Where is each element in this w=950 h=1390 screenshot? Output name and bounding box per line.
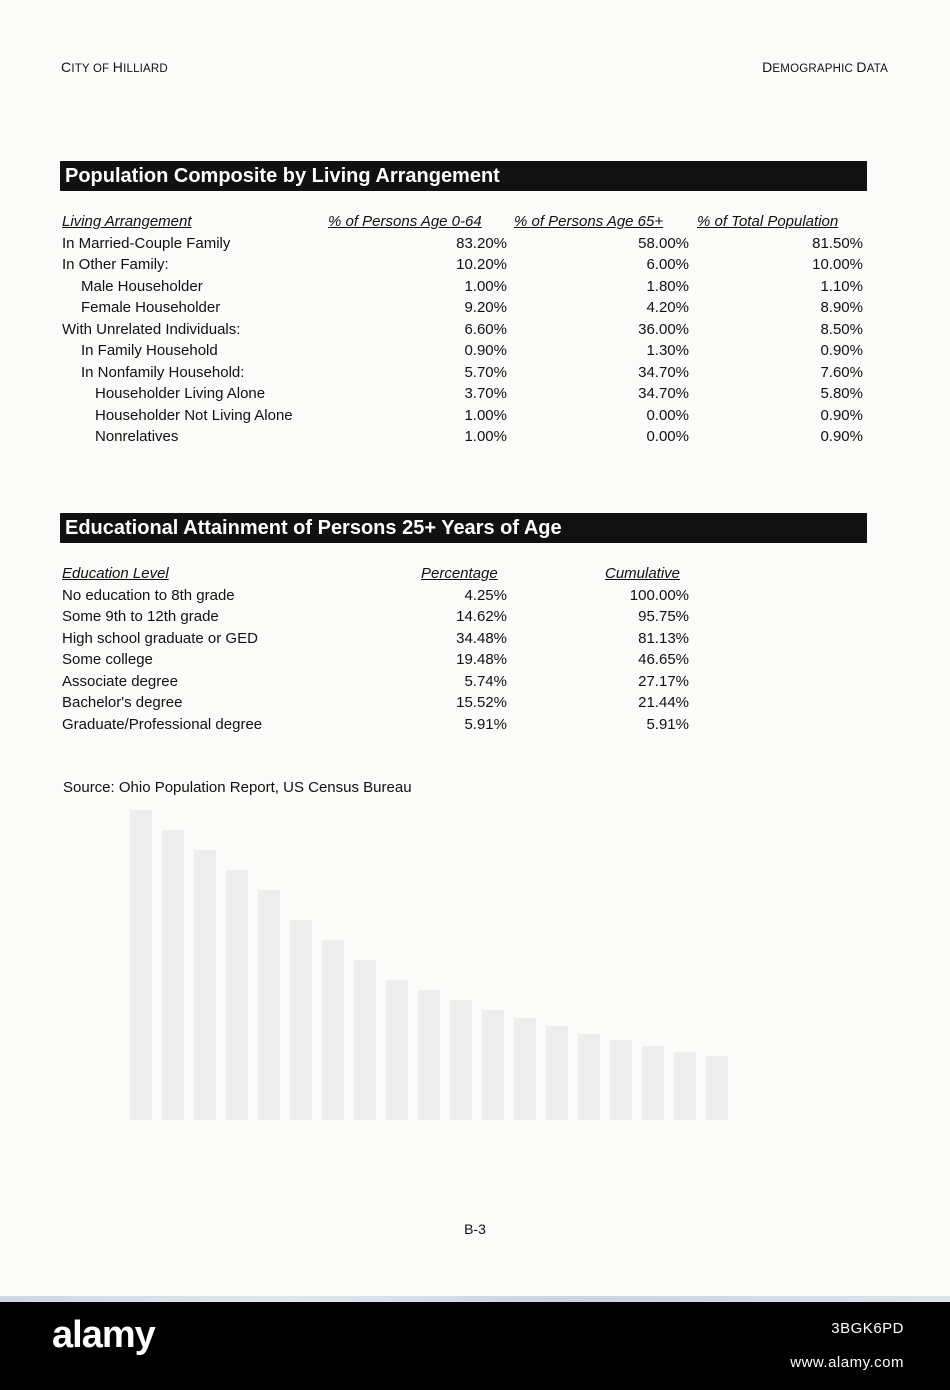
table-row [62,628,692,650]
column-header-age-0-64: % of Persons Age 0-64 [328,213,482,230]
value-percentage: 5.74% [464,672,507,690]
value-percentage: 34.48% [456,629,507,647]
header-city-rest-2: ILLIARD [123,63,168,75]
row-label: Householder Living Alone [95,385,266,402]
value-age-65-plus: 0.00% [646,406,689,424]
row-label: Associate degree [62,672,178,690]
image-id: 3BGK6PD [831,1320,904,1337]
column-header-age-65-plus: % of Persons Age 65+ [514,213,664,230]
value-age-65-plus: 34.70% [638,363,689,381]
value-age-65-plus: 6.00% [646,256,689,273]
value-age-0-64: 1.00% [464,406,507,424]
column-header-cumulative: Cumulative [605,565,681,582]
value-age-65-plus: 34.70% [638,385,689,402]
bleed-through-chart [120,790,760,1120]
value-age-0-64: 9.20% [464,299,507,316]
value-cumulative: 21.44% [638,694,689,711]
value-total: 5.80% [820,385,863,402]
value-total: 7.60% [820,363,863,381]
value-percentage: 14.62% [456,608,507,625]
table-row [62,714,692,736]
header-section-initial-1: D [762,59,773,75]
row-label: In Family Household [81,342,218,359]
value-age-0-64: 5.70% [464,363,507,381]
stock-watermark-bar [0,1302,950,1390]
watermark-url: www.alamy.com [790,1354,904,1371]
value-total: 0.90% [820,342,863,359]
row-label: With Unrelated Individuals: [62,320,241,338]
table-row [62,362,867,384]
value-age-65-plus: 1.80% [646,277,689,295]
value-age-65-plus: 4.20% [646,299,689,316]
value-cumulative: 27.17% [638,672,689,690]
education-table [62,563,692,735]
column-header-percentage: Percentage [421,565,498,582]
value-total: 0.90% [820,406,863,424]
value-percentage: 5.91% [464,715,507,733]
row-label: High school graduate or GED [62,629,258,647]
row-label: In Nonfamily Household: [81,363,245,381]
value-percentage: 15.52% [456,694,507,711]
row-label: In Married-Couple Family [62,234,231,252]
value-age-0-64: 83.20% [456,234,507,252]
table-row [62,606,692,628]
row-label: No education to 8th grade [62,586,235,604]
table-row [62,276,867,298]
value-age-0-64: 1.00% [464,428,507,445]
table-row [62,340,867,362]
value-age-65-plus: 58.00% [638,234,689,252]
table-header-row [62,563,692,585]
row-label: Female Householder [81,299,221,316]
alamy-logo: alamy [52,1314,155,1356]
table-row [62,649,692,671]
header-section-rest-1: EMOGRAPHIC [772,63,857,75]
column-header-education-level: Education Level [62,565,169,582]
value-percentage: 4.25% [464,586,507,604]
table-row [62,383,867,405]
table-row [62,692,692,714]
header-city [61,59,168,75]
header-section [762,59,888,75]
value-age-65-plus: 36.00% [638,320,689,338]
value-total: 1.10% [820,277,863,295]
page-number: B-3 [464,1221,486,1237]
value-total: 0.90% [820,428,863,445]
header-city-initial-2: H [112,59,124,75]
table-row [62,297,867,319]
value-total: 8.90% [820,299,863,316]
row-label: Some college [62,651,153,668]
table-row [62,405,867,427]
value-age-0-64: 6.60% [464,320,507,338]
table-row [62,426,867,448]
education-title: Educational Attainment of Persons 25+ Years of Age [60,513,867,543]
table-row [62,254,867,276]
header-city-initial-1: C [61,59,72,75]
header-section-rest-2: ATA [866,63,888,75]
living-arrangement-title: Population Composite by Living Arrangement [60,161,867,191]
living-arrangement-table [62,211,867,448]
value-cumulative: 95.75% [638,608,689,625]
source-note: Source: Ohio Population Report, US Census Bureau [63,779,412,796]
value-cumulative: 81.13% [638,629,689,647]
value-age-0-64: 1.00% [464,277,507,295]
value-percentage: 19.48% [456,651,507,668]
value-cumulative: 46.65% [638,651,689,668]
row-label: Bachelor's degree [62,694,183,711]
row-label: In Other Family: [62,256,169,273]
value-age-0-64: 3.70% [464,385,507,402]
header-section-initial-2: D [856,59,867,75]
table-row [62,233,867,255]
table-row [62,585,692,607]
table-row [62,319,867,341]
value-total: 10.00% [812,256,863,273]
value-age-0-64: 0.90% [464,342,507,359]
value-cumulative: 100.00% [629,586,689,604]
value-total: 8.50% [820,320,863,338]
row-label: Graduate/Professional degree [62,715,263,733]
row-label: Some 9th to 12th grade [62,608,219,625]
value-age-65-plus: 1.30% [646,342,689,359]
row-label: Nonrelatives [95,428,179,445]
column-header-living-arrangement: Living Arrangement [62,213,192,230]
value-age-0-64: 10.20% [456,256,507,273]
value-age-65-plus: 0.00% [646,428,689,445]
table-row [62,671,692,693]
row-label: Householder Not Living Alone [95,406,293,424]
value-total: 81.50% [812,234,863,252]
header-city-rest-1: ITY OF [71,63,113,75]
table-header-row [62,211,867,233]
value-cumulative: 5.91% [646,715,689,733]
column-header-total: % of Total Population [697,213,839,230]
row-label: Male Householder [81,277,203,295]
